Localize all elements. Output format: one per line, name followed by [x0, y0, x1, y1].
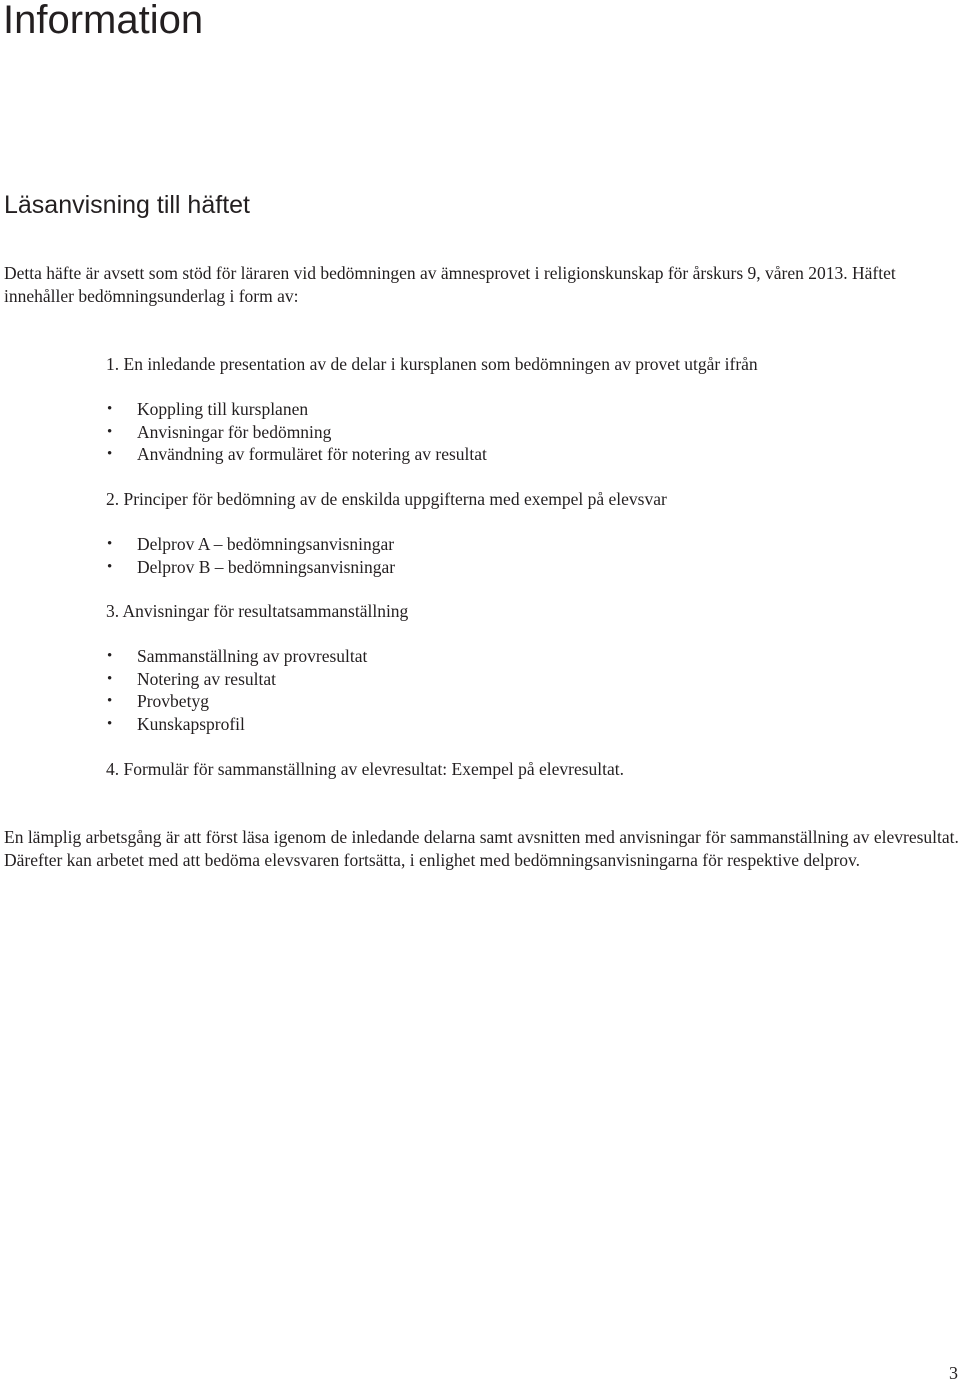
bullet-icon: • [107, 558, 113, 575]
page-number: 3 [949, 1363, 958, 1383]
list-item: • Notering av resultat [107, 668, 276, 689]
bullet-icon: • [107, 693, 113, 709]
list-item: • Anvisningar för bedömning [107, 421, 332, 442]
bullet-icon: • [107, 670, 113, 687]
bullet-icon: • [107, 536, 113, 552]
section-4-label: 4. Formulär för sammanställning av elevresultat: Exempel på elevresultat. [106, 759, 625, 779]
intro-paragraph: Detta häfte är avsett som stöd för läraren vid bedömningen av ämnesprovet i religionskunskap för årskurs 9, våren 2013. Häftet innehåller bedömningsunderlag i form av: [4, 263, 896, 306]
section-3-label: 3. Anvisningar för resultatsammanställning [106, 601, 409, 621]
list-item: • Sammanställning av provresultat [107, 646, 368, 666]
list-item: • Koppling till kursplanen [107, 399, 309, 419]
section-2-label: 2. Principer för bedömning av de enskilda uppgifterna med exempel på elevsvar [106, 489, 667, 509]
page-title: Information [3, 0, 204, 42]
bullet-icon: • [107, 715, 113, 732]
bullet-icon: • [107, 423, 113, 440]
section-3-list [106, 645, 946, 735]
list-item: • Kunskapsprofil [107, 713, 245, 734]
list-item: • Delprov B – bedömningsanvisningar [107, 556, 396, 577]
list-item: • Användning av formuläret för notering av resultat [107, 444, 487, 464]
bullet-icon: • [107, 648, 113, 664]
section-heading: Läsanvisning till häftet [4, 191, 250, 219]
section-1-list [106, 398, 946, 466]
section-1-label: 1. En inledande presentation av de delar i kursplanen som bedömningen av provet utgår ifrån [106, 354, 758, 374]
bullet-icon: • [107, 401, 113, 417]
list-item: • Provbetyg [107, 691, 209, 711]
list-item: • Delprov A – bedömningsanvisningar [107, 534, 395, 554]
closing-paragraph: En lämplig arbetsgång är att först läsa igenom de inledande delarna samt avsnitten med anvisningar för sammanställning av elevresultat. Därefter kan arbetet med att bedöma elevsvaren fortsätta, i enlighet med bedömningsanvisningarna för respektive delprov. [4, 827, 959, 870]
section-2-list [106, 533, 946, 578]
bullet-icon: • [107, 446, 113, 462]
